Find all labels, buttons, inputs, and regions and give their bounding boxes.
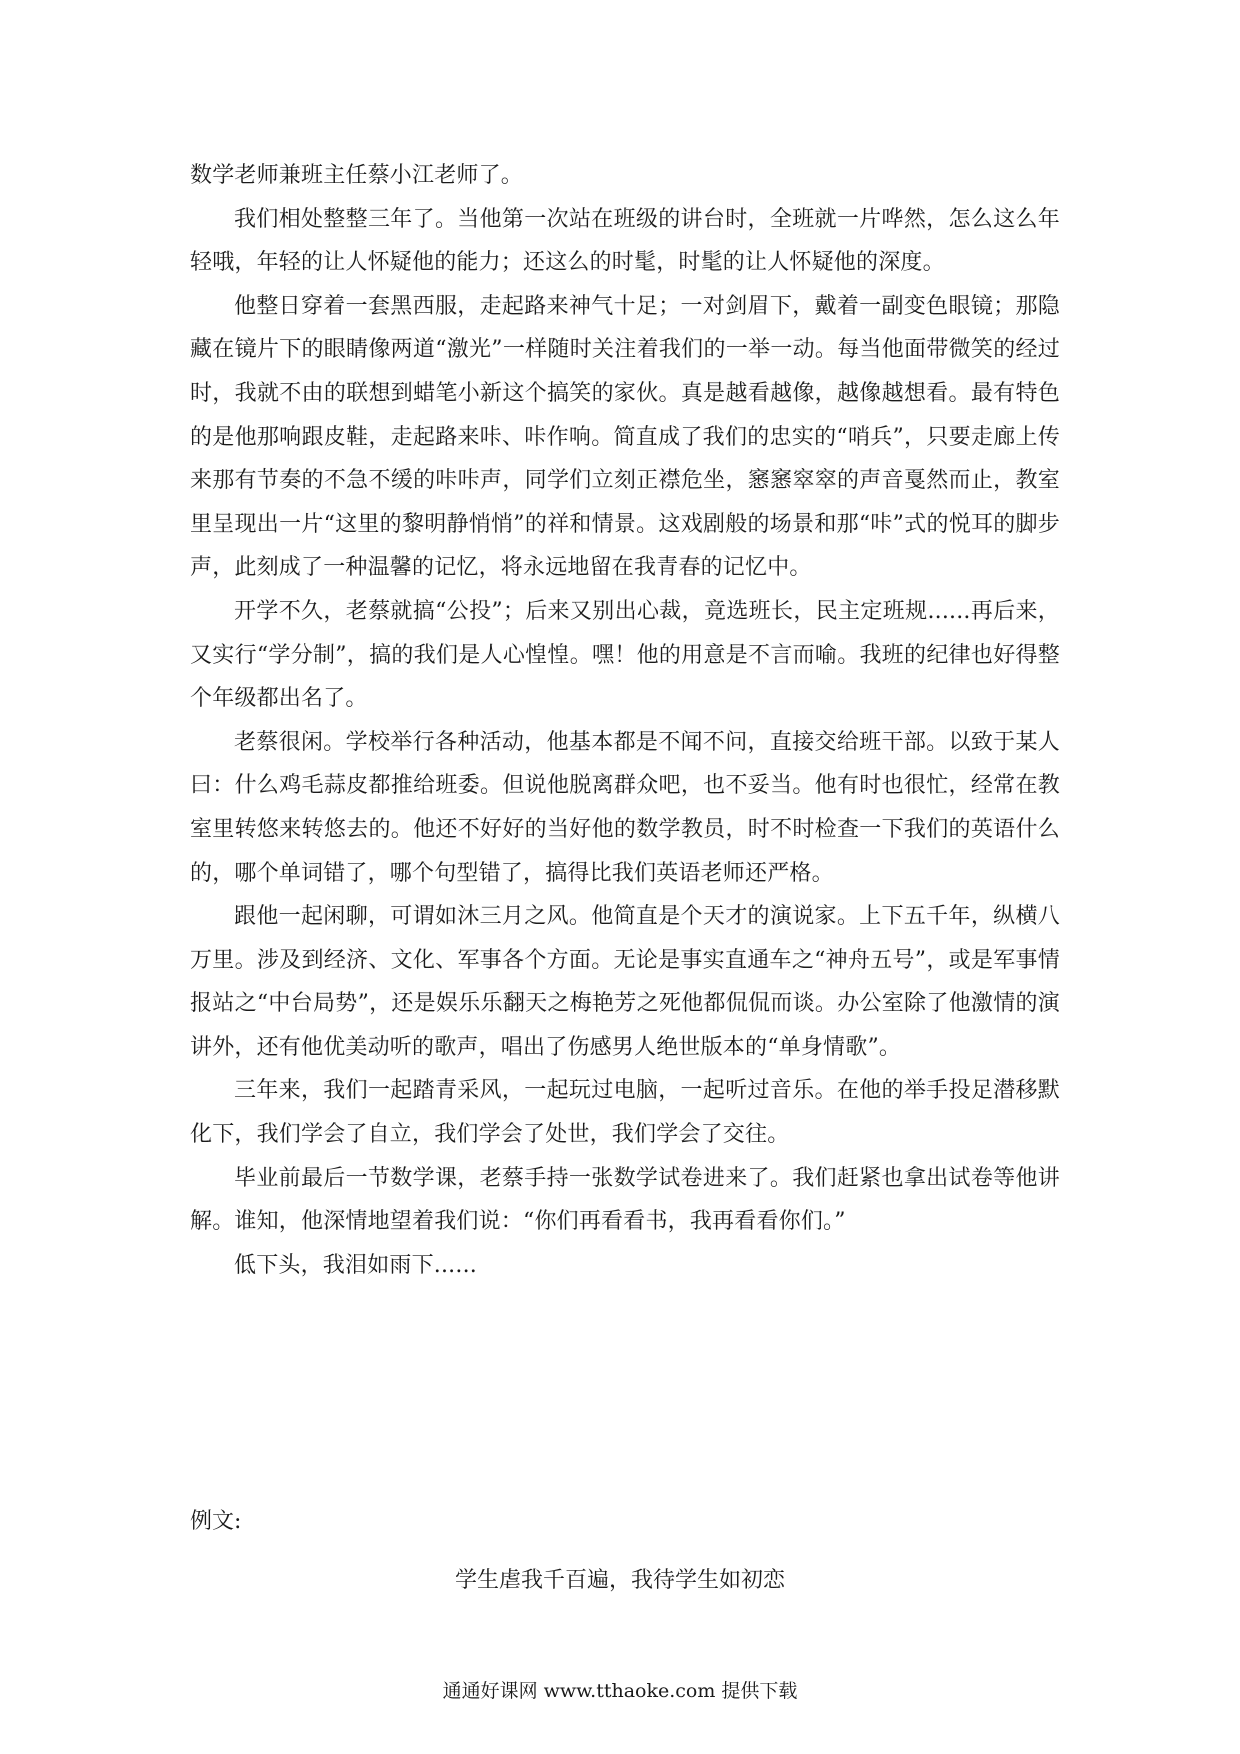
essay-paragraph: 低下头，我泪如雨下...... (234, 1252, 477, 1278)
essay-paragraph: 开学不久，老蔡就搞“公投”；后来又别出心裁，竟选班长，民主定班规......再后来，又实行“学分制”，搞的我们是人心惶惶。嘿！他的用意是不言而喻。我班的纪律也好得整个年级都出名了。 (190, 598, 1060, 712)
essay-paragraph: 老蔡很闲。学校举行各种活动，他基本都是不闻不问，直接交给班干部。以致于某人曰：什么鸡毛蒜皮都推给班委。但说他脱离群众吧，也不妥当。他有时也很忙，经常在教室里转悠来转悠去的。他还不好好的当好他的数学教员，时不时检查一下我们的英语什么的，哪个单词错了，哪个句型错了，搞得比我们英语老师还严格。 (190, 729, 1060, 886)
essay-paragraph: 毕业前最后一节数学课，老蔡手持一张数学试卷进来了。我们赶紧也拿出试卷等他讲解。谁知，他深情地望着我们说：“你们再看看书，我再看看你们。” (190, 1165, 1060, 1235)
example-title: 学生虐我千百遍，我待学生如初恋 (454, 1568, 785, 1593)
essay-paragraph: 他整日穿着一套黑西服，走起路来神气十足；一对剑眉下，戴着一副变色眼镜；那隐藏在镜片下的眼睛像两道“激光”一样随时关注着我们的一举一动。每当他面带微笑的经过时，我就不由的联想到蜡笔小新这个搞笑的家伙。真是越看越像，越像越想看。最有特色的是他那响跟皮鞋，走起路来咔、咔作响。简直成了我们的忠实的“哨兵”，只要走廊上传来那有节奏的不急不缓的咔咔声，同学们立刻正襟危坐，窸窸窣窣的声音戛然而止，教室里呈现出一片“这里的黎明静悄悄”的祥和情景。这戏剧般的场景和那“咔”式的悦耳的脚步声，此刻成了一种温馨的记忆，将永远地留在我青春的记忆中。 (190, 293, 1060, 581)
essay-paragraph: 跟他一起闲聊，可谓如沐三月之风。他简直是个天才的演说家。上下五千年，纵横八万里。涉及到经济、文化、军事各个方面。无论是事实直通车之“神舟五号”，或是军事情报站之“中台局势”，还是娱乐乐翻天之梅艳芳之死他都侃侃而谈。办公室除了他激情的演讲外，还有他优美动听的歌声，唱出了伤感男人绝世版本的“单身情歌”。 (190, 904, 1060, 1060)
essay-paragraph: 数学老师兼班主任蔡小江老师了。 (190, 163, 524, 188)
essay-paragraph: 我们相处整整三年了。当他第一次站在班级的讲台时，全班就一片哗然，怎么这么年轻哦，年轻的让人怀疑他的能力；还这么的时髦，时髦的让人怀疑他的深度。 (190, 206, 1060, 276)
page-footer: 通通好课网 www.tthaoke.com 提供下载 (442, 1680, 798, 1702)
example-label: 例文: (190, 1509, 242, 1534)
essay-body (190, 154, 1060, 1287)
essay-paragraph: 三年来，我们一起踏青采风，一起玩过电脑，一起听过音乐。在他的举手投足潜移默化下，我们学会了自立，我们学会了处世，我们学会了交往。 (190, 1078, 1060, 1148)
